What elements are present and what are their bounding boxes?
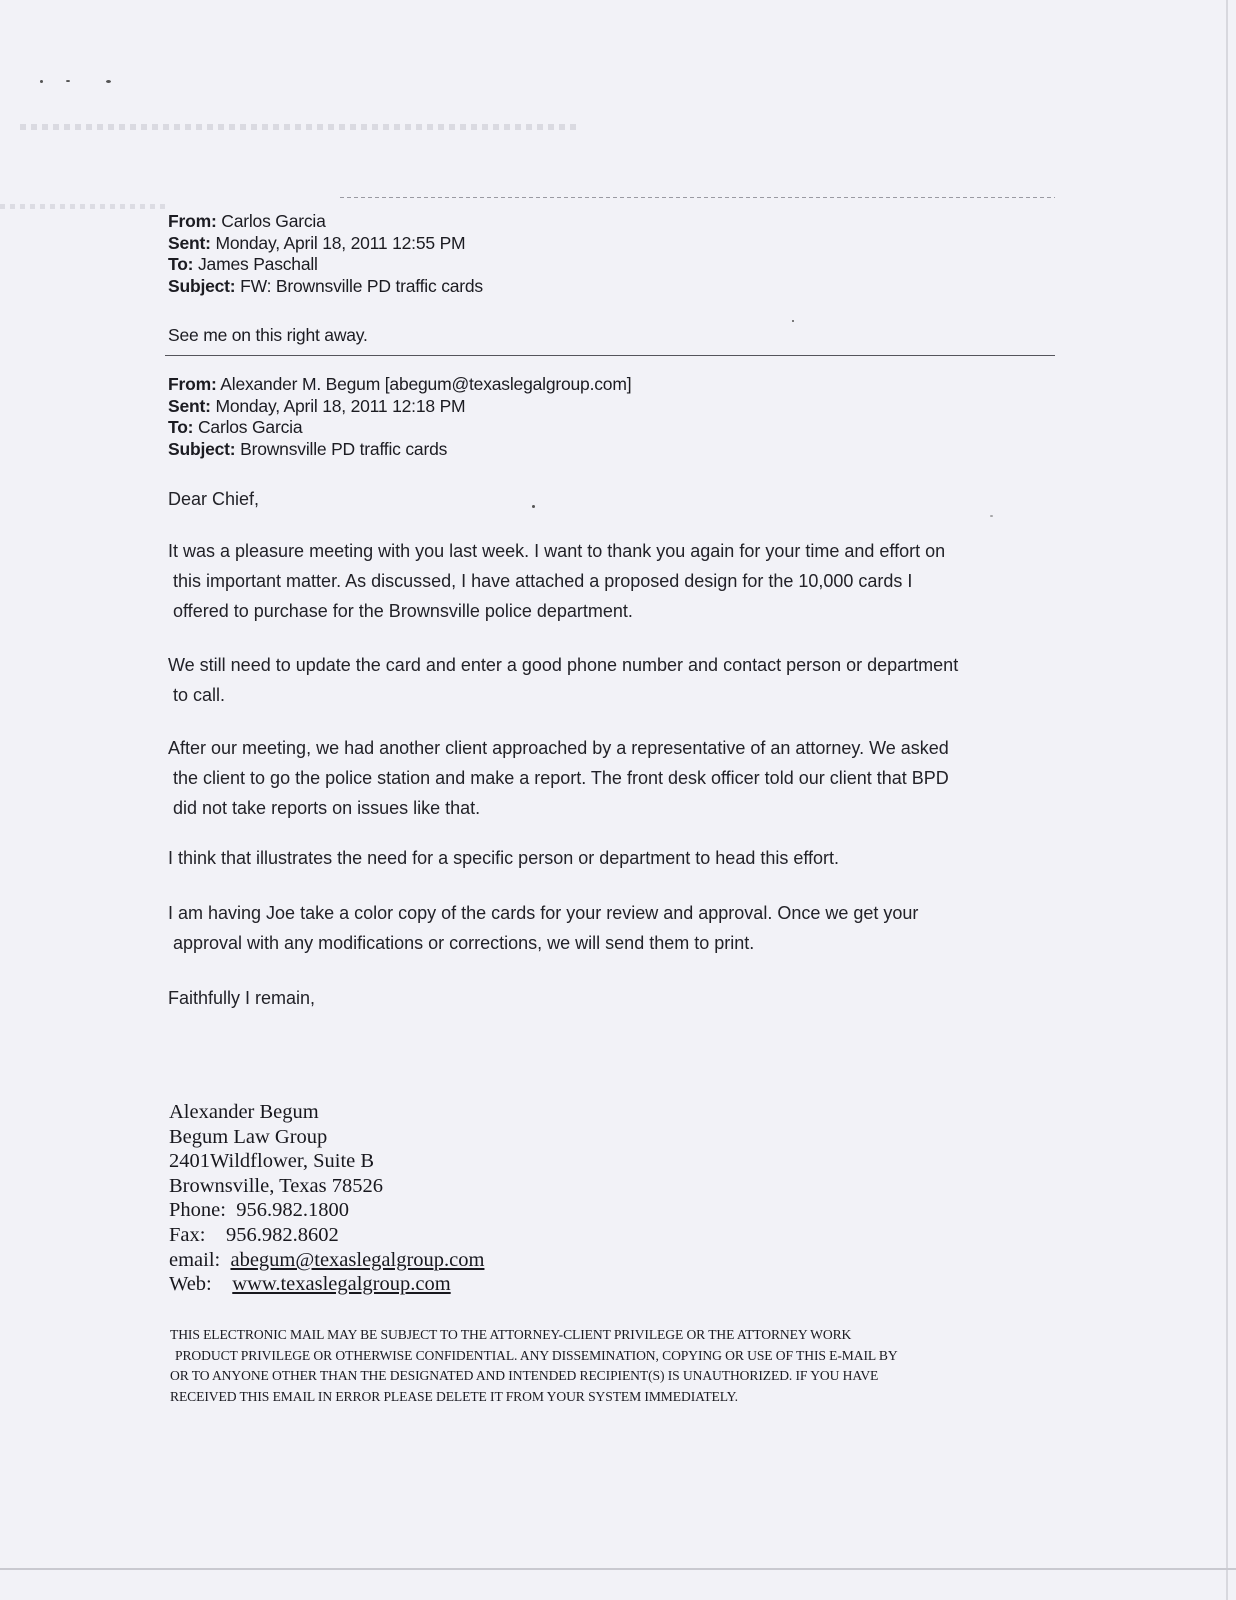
closing-text: Faithfully I remain, [168, 988, 316, 1008]
original-header [168, 374, 631, 460]
disclaimer-line: OR TO ANYONE OTHER THAN THE DESIGNATED AND INTENDED RECIPIENT(S) IS UNAUTHORIZED. IF YOU HAVE [170, 1368, 879, 1383]
body-line: this important matter. As discussed, I have attached a proposed design for the 10,000 cards I [173, 571, 913, 591]
disclaimer-line: THIS ELECTRONIC MAIL MAY BE SUBJECT TO THE ATTORNEY-CLIENT PRIVILEGE OR THE ATTORNEY WORK [170, 1327, 852, 1342]
from-label: From: [168, 211, 217, 231]
signature-block [169, 1100, 484, 1297]
subject-label: Subject: [168, 275, 236, 296]
bleed-through-text [0, 204, 170, 209]
paragraph-4 [168, 843, 839, 873]
scan-speck [990, 515, 993, 517]
to-label: To: [168, 417, 194, 437]
disclaimer-line: PRODUCT PRIVILEGE OR OTHERWISE CONFIDENTIAL. ANY DISSEMINATION, COPYING OR USE OF THIS E-MAIL BY [175, 1347, 898, 1363]
body-line: After our meeting, we had another client approached by a representative of an attorney. We asked [168, 738, 949, 758]
scan-speck [532, 505, 535, 508]
email-label: email: [169, 1248, 221, 1271]
subject-value: FW: Brownsville PD traffic cards [240, 275, 483, 296]
fax-label: Fax: [169, 1223, 206, 1246]
sent-label: Sent: [168, 395, 211, 416]
web-label: Web: [169, 1273, 212, 1296]
to-value: Carlos Garcia [197, 417, 303, 437]
phone-value: 956.982.1800 [236, 1199, 349, 1222]
to-value: James Paschall [197, 254, 318, 274]
signature-address-line: Brownsville, Texas 78526 [169, 1174, 383, 1197]
greeting [168, 484, 259, 514]
body-line: offered to purchase for the Brownsville police department. [173, 601, 633, 621]
scan-speck [106, 80, 111, 83]
from-value: Carlos Garcia [221, 211, 326, 231]
paragraph-1 [168, 536, 945, 626]
body-line: to call. [173, 685, 226, 705]
body-line: It was a pleasure meeting with you last week. I want to thank you again for your time and effort on [168, 541, 946, 561]
paragraph-3 [168, 733, 949, 823]
confidentiality-disclaimer [170, 1325, 1050, 1407]
from-label: From: [168, 374, 217, 394]
body-line: I am having Joe take a color copy of the cards for your review and approval. Once we get your [168, 903, 919, 923]
forward-note-text: See me on this right away. [168, 325, 368, 345]
body-line: did not take reports on issues like that. [173, 798, 481, 818]
sent-value: Monday, April 18, 2011 12:55 PM [215, 232, 466, 253]
body-line: approval with any modifications or corrections, we will send them to print. [173, 933, 755, 953]
paragraph-2 [168, 650, 958, 710]
signature-address-line: 2401Wildflower, Suite B [169, 1150, 375, 1173]
body-line: We still need to update the card and enter a good phone number and contact person or department [168, 655, 959, 675]
signature-firm: Begum Law Group [169, 1125, 328, 1148]
disclaimer-line: RECEIVED THIS EMAIL IN ERROR PLEASE DELETE IT FROM YOUR SYSTEM IMMEDIATELY. [170, 1388, 738, 1404]
forward-note [168, 325, 368, 347]
body-line: the client to go the police station and make a report. The front desk officer told our client that BPD [173, 768, 949, 788]
greeting-text: Dear Chief, [168, 489, 260, 509]
forward-header [168, 211, 483, 297]
email-link[interactable]: abegum@texaslegalgroup.com [230, 1248, 485, 1271]
subject-label: Subject: [168, 438, 236, 459]
bleed-through-text [20, 124, 580, 130]
message-divider [165, 355, 1055, 356]
signature-name: Alexander Begum [169, 1101, 319, 1123]
scan-speck [66, 80, 70, 82]
body-line: I think that illustrates the need for a specific person or department to head this effort. [168, 848, 840, 868]
sent-label: Sent: [168, 232, 211, 253]
to-label: To: [168, 254, 194, 274]
from-value: Alexander M. Begum [abegum@texaslegalgroup.com] [220, 374, 632, 394]
phone-label: Phone: [169, 1199, 226, 1222]
sent-value: Monday, April 18, 2011 12:18 PM [215, 395, 466, 416]
scan-speck [40, 80, 43, 83]
scan-edge [1226, 0, 1228, 1600]
header-divider [340, 197, 1055, 198]
subject-value: Brownsville PD traffic cards [240, 438, 448, 459]
paragraph-5 [168, 898, 918, 958]
closing [168, 983, 315, 1013]
web-link[interactable]: www.texaslegalgroup.com [232, 1273, 451, 1296]
fax-value: 956.982.8602 [225, 1223, 339, 1246]
scan-edge [0, 1568, 1236, 1570]
scan-speck [792, 320, 794, 322]
